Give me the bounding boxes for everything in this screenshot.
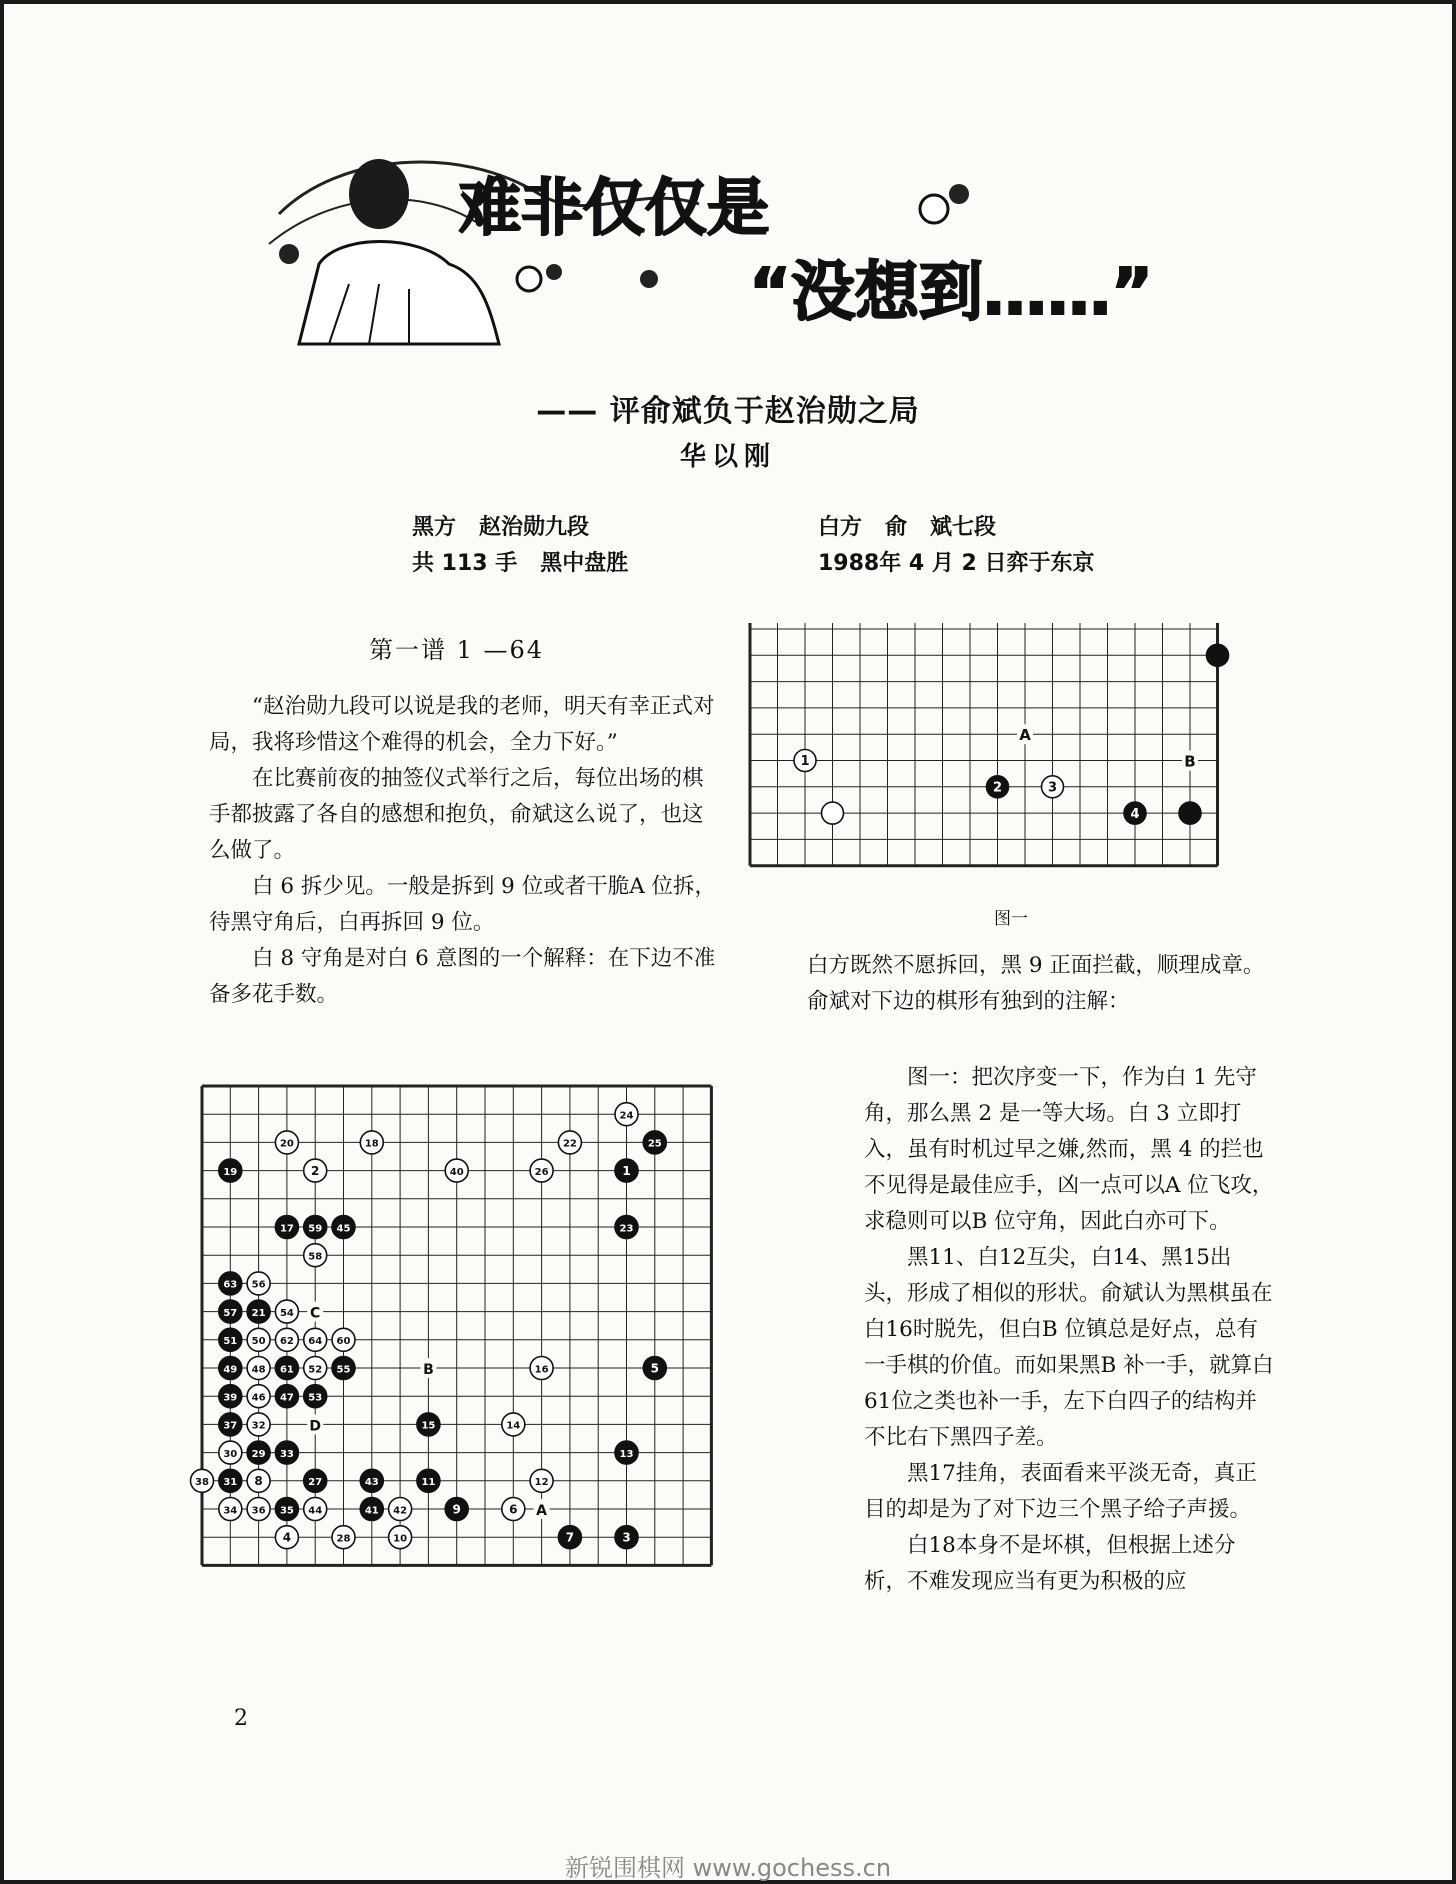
stone-move-number: 14: [506, 1420, 521, 1432]
stone-move-number: 8: [254, 1474, 263, 1489]
stone-move-number: 59: [308, 1223, 323, 1235]
right-bottom-text: [864, 1060, 1274, 1600]
paragraph: 白 8 守角是对白 6 意图的一个解释：在下边不准备多花手数。: [209, 946, 716, 1007]
title-line-1: 难非仅仅是: [459, 171, 770, 244]
stone-move-number: 10: [393, 1533, 408, 1545]
board-mark-label: C: [310, 1305, 321, 1322]
stone-move-number: 7: [565, 1530, 575, 1545]
black-stone: [1179, 802, 1201, 824]
stone-move-number: 1: [622, 1163, 631, 1178]
stone-move-number: 39: [223, 1392, 238, 1404]
title-line-2: “没想到……”: [749, 256, 1154, 330]
title-artwork: [259, 154, 1259, 354]
stone-move-number: 47: [279, 1392, 294, 1404]
board-mark-label: B: [423, 1362, 434, 1378]
stone-move-number: 55: [336, 1364, 351, 1376]
stone-move-number: 50: [251, 1336, 266, 1348]
stone-move-number: 31: [223, 1477, 238, 1489]
site-footer: 新锐围棋网 www.gochess.cn: [564, 1854, 892, 1882]
stone-move-number: 40: [449, 1166, 464, 1178]
stone-move-number: 49: [223, 1364, 238, 1376]
board-mark-label: A: [536, 1503, 548, 1519]
paragraph: 白18本身不是坏棋，但根据上述分析，不难发现应当有更为积极的应: [864, 1533, 1236, 1594]
stone-move-number: 61: [279, 1364, 294, 1376]
left-column-text: [209, 689, 719, 1013]
stone-move-number: 22: [562, 1138, 577, 1150]
board-mark-label: A: [1019, 726, 1031, 745]
stone-move-number: 17: [279, 1223, 294, 1235]
stone-move-number: 18: [364, 1138, 379, 1150]
stone-move-number: 60: [336, 1336, 351, 1348]
game-date: 1988年 4 月 2 日弈于东京: [818, 551, 1095, 576]
stone-move-number: 64: [308, 1336, 323, 1348]
stone-move-number: 41: [364, 1505, 379, 1517]
stone-move-number: 16: [534, 1364, 549, 1376]
stone-move-number: 19: [223, 1166, 238, 1178]
white-player: 白方 俞 斌七段: [818, 515, 996, 540]
stone-move-number: 44: [308, 1505, 323, 1517]
paragraph: 黑17挂角，表面看来平淡无奇，真正目的却是为了对下边三个黑子给子声援。: [864, 1461, 1257, 1522]
stone-move-number: 58: [308, 1251, 323, 1263]
stone-move-number: 62: [279, 1336, 294, 1348]
go-diagram-main: [184, 1074, 824, 1704]
stone-move-number: 20: [279, 1138, 294, 1150]
stone-move-number: 35: [279, 1505, 294, 1517]
stone-move-number: 42: [393, 1505, 408, 1517]
stone-move-number: 53: [308, 1392, 323, 1404]
paragraph: 图一：把次序变一下，作为白 1 先守角，那么黑 2 是一等大场。白 3 立即打入，虽有时机过早之嫌,然而，黑 4 的拦也不见得是最佳应手，凶一点可以A 位飞攻，求稳则可以B 位守角，因此白亦可下。: [864, 1065, 1274, 1234]
stone-move-number: 52: [308, 1364, 323, 1376]
go-diagram-figure-1: [744, 619, 1264, 899]
board-mark-label: B: [1184, 752, 1196, 771]
stone-move-number: 2: [311, 1163, 320, 1178]
go-stone-decor: [279, 244, 299, 264]
black-player: 黑方 赵治勋九段: [412, 515, 589, 540]
stone-move-number: 29: [251, 1448, 266, 1460]
stone-move-number: 2: [992, 780, 1003, 796]
article-subtitle: —— 评俞斌负于赵治勋之局: [536, 394, 920, 429]
stone-move-number: 26: [534, 1166, 549, 1178]
stone-move-number: 45: [336, 1223, 351, 1235]
stone-move-number: 27: [308, 1477, 323, 1489]
section-title: 第一谱 1 —64: [369, 636, 545, 664]
stone-move-number: 1: [800, 754, 810, 770]
figure-caption: 图一: [994, 909, 1028, 929]
move-count-result: 共 113 手 黑中盘胜: [412, 551, 629, 576]
stone-move-number: 57: [223, 1307, 238, 1319]
stone-move-number: 36: [251, 1505, 266, 1517]
go-stone-decor: [517, 267, 541, 291]
stone-move-number: 48: [251, 1364, 266, 1376]
stone-move-number: 15: [421, 1420, 436, 1432]
stone-move-number: 9: [452, 1502, 461, 1517]
paragraph: 黑11、白12互尖，白14、黑15出头，形成了相似的形状。俞斌认为黑棋虽在白16时脱先，但白B 位镇总是好点，总有一手棋的价值。而如果黑B 补一手，就算白61位之类也补一手，左下白四子的结构并不比右下黑四子差。: [864, 1245, 1274, 1450]
paragraph: “赵治勋九段可以说是我的老师，明天有幸正式对局，我将珍惜这个难得的机会，全力下好。”: [209, 694, 715, 755]
stone-move-number: 32: [251, 1420, 266, 1432]
stone-move-number: 54: [279, 1307, 294, 1319]
scanned-page: [4, 4, 1452, 1880]
board-grid: [202, 1086, 711, 1565]
go-stone-decor: [546, 264, 562, 280]
page-number: 2: [234, 1706, 248, 1731]
stone-move-number: 30: [223, 1448, 238, 1460]
stone-move-number: 28: [336, 1533, 351, 1545]
stone-move-number: 51: [223, 1336, 238, 1348]
stone-move-number: 21: [251, 1307, 266, 1319]
board-mark-label: D: [309, 1418, 322, 1435]
stone-move-number: 43: [364, 1477, 379, 1489]
stone-move-number: 56: [251, 1279, 266, 1291]
stone-move-number: 25: [647, 1138, 662, 1150]
stone-move-number: 3: [1047, 780, 1058, 796]
white-stone: [822, 802, 844, 824]
go-stone-decor: [640, 270, 658, 288]
paragraph: 俞斌对下边的棋形有独到的注解：: [807, 989, 1130, 1014]
stone-move-number: 5: [650, 1361, 659, 1376]
stone-move-number: 37: [223, 1420, 238, 1432]
stone-move-number: 34: [223, 1505, 238, 1517]
stone-move-number: 13: [619, 1448, 634, 1460]
stone-move-number: 63: [223, 1279, 238, 1291]
stone-move-number: 3: [622, 1530, 631, 1545]
stone-move-number: 4: [282, 1530, 292, 1545]
go-stone-decor: [920, 195, 948, 223]
stone-move-number: 6: [509, 1502, 518, 1517]
stone-move-number: 4: [1130, 806, 1140, 822]
paragraph: 白方既然不愿拆回，黑 9 正面拦截，顺理成章。: [807, 953, 1265, 978]
stone-move-number: 11: [421, 1477, 436, 1489]
stone-move-number: 33: [279, 1448, 294, 1460]
paragraph: 白 6 拆少见。一般是拆到 9 位或者干脆A 位拆，待黑守角后，白再拆回 9 位。: [209, 874, 717, 935]
stone-move-number: 38: [195, 1477, 209, 1489]
stone-move-number: 12: [534, 1477, 549, 1489]
author-name: 华以刚: [679, 442, 776, 472]
right-top-text: [764, 948, 1274, 1020]
go-stone-decor: [949, 184, 969, 204]
stone-move-number: 23: [619, 1223, 634, 1235]
board-grid: [750, 623, 1218, 866]
paragraph: 在比赛前夜的抽签仪式举行之后，每位出场的棋手都披露了各自的感想和抱负，俞斌这么说了，也这么做了。: [209, 766, 704, 863]
stone-move-number: 24: [619, 1110, 634, 1122]
black-stone: [1207, 644, 1229, 666]
stone-move-number: 46: [251, 1392, 266, 1404]
